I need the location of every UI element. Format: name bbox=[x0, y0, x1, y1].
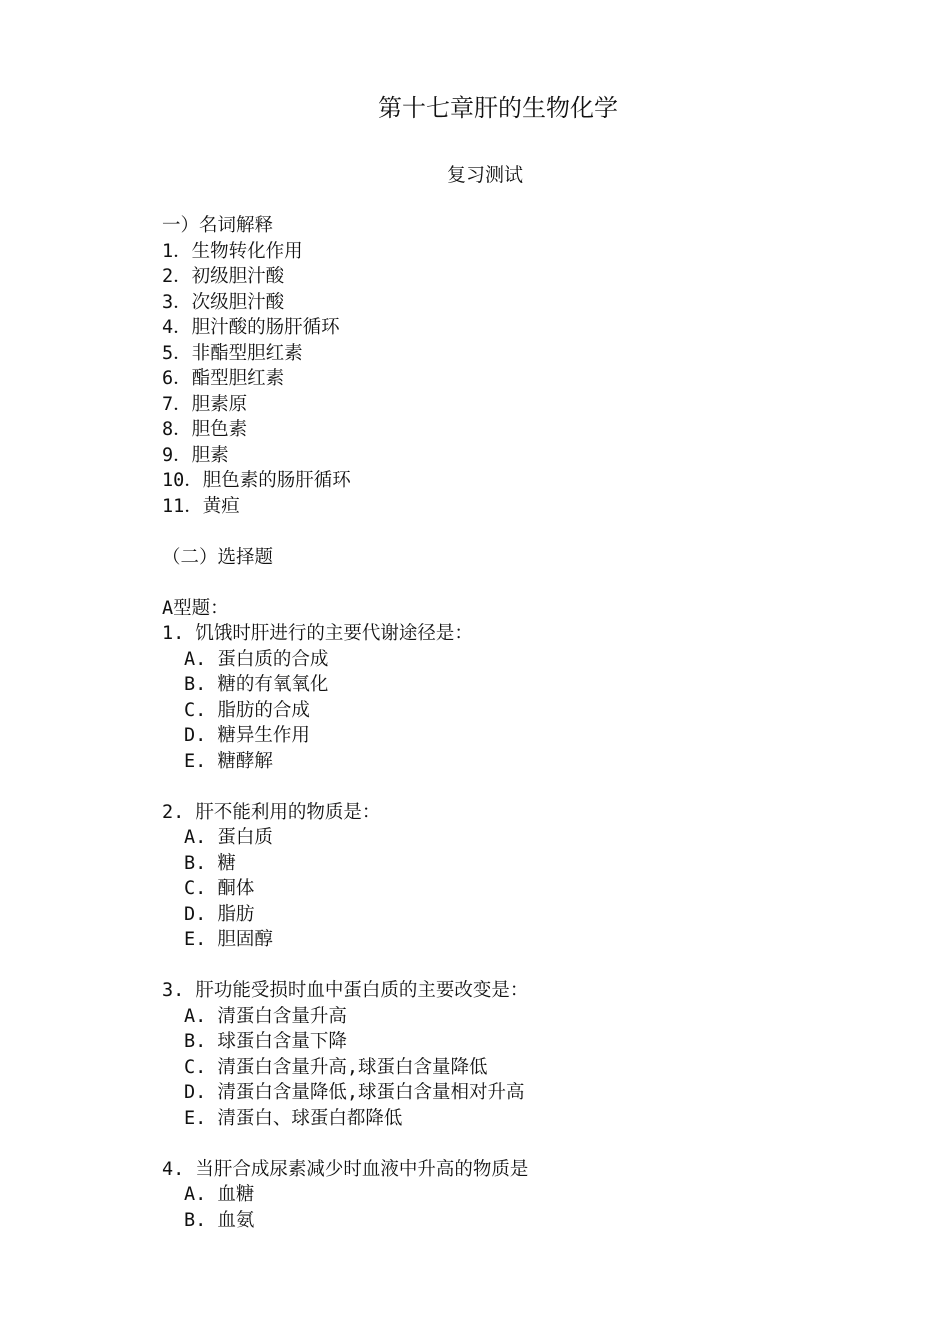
question-option: A. 蛋白质 bbox=[184, 827, 273, 848]
question-option: C. 酮体 bbox=[184, 878, 255, 899]
question-stem: 2. 肝不能利用的物质是： bbox=[162, 801, 381, 823]
section-heading-choice: （二）选择题 bbox=[162, 546, 274, 568]
question-stem: 1. 饥饿时肝进行的主要代谢途径是： bbox=[162, 623, 473, 644]
question-option: B. 血氨 bbox=[184, 1209, 255, 1231]
document-subtitle: 复习测试 bbox=[446, 164, 523, 186]
term-item: 1．生物转化作用 bbox=[162, 240, 303, 262]
term-item: 2．初级胆汁酸 bbox=[162, 266, 285, 287]
question-type-label: A型题： bbox=[162, 597, 229, 619]
question-option: B. 糖 bbox=[184, 852, 236, 874]
question-option: E. 糖酵解 bbox=[184, 750, 273, 772]
question-option: A. 清蛋白含量升高 bbox=[184, 1005, 347, 1027]
question-option: D. 脂肪 bbox=[184, 903, 255, 925]
question-stem: 4. 当肝合成尿素减少时血液中升高的物质是 bbox=[162, 1158, 529, 1180]
question-option: E. 清蛋白、球蛋白都降低 bbox=[184, 1107, 403, 1129]
chapter-title: 第十七章肝的生物化学 bbox=[378, 94, 618, 122]
term-item: 6．酯型胆红素 bbox=[162, 368, 285, 389]
term-item: 8．胆色素 bbox=[162, 419, 248, 440]
document-body bbox=[162, 213, 862, 1233]
question-option: E. 胆固醇 bbox=[184, 929, 273, 950]
term-item: 11．黄疸 bbox=[162, 495, 240, 517]
term-item: 7．胆素原 bbox=[162, 393, 248, 415]
question-option: C. 清蛋白含量升高,球蛋白含量降低 bbox=[184, 1056, 488, 1078]
question-option: C. 脂肪的合成 bbox=[184, 699, 310, 721]
term-item: 3．次级胆汁酸 bbox=[162, 291, 285, 313]
question-option: B. 球蛋白含量下降 bbox=[184, 1031, 347, 1052]
question-option: A. 蛋白质的合成 bbox=[184, 648, 329, 670]
section-heading-terms: 一）名词解释 bbox=[162, 215, 274, 236]
question-option: A. 血糖 bbox=[184, 1184, 255, 1205]
term-item: 5．非酯型胆红素 bbox=[162, 342, 303, 364]
question-option: D. 糖异生作用 bbox=[184, 725, 310, 746]
question-option: B. 糖的有氧氧化 bbox=[184, 674, 329, 695]
term-item: 9．胆素 bbox=[162, 444, 229, 466]
term-item: 10．胆色素的肠肝循环 bbox=[162, 470, 351, 491]
question-option: D. 清蛋白含量降低,球蛋白含量相对升高 bbox=[184, 1082, 525, 1103]
term-item: 4．胆汁酸的肠肝循环 bbox=[162, 317, 340, 338]
question-stem: 3. 肝功能受损时血中蛋白质的主要改变是： bbox=[162, 980, 529, 1001]
